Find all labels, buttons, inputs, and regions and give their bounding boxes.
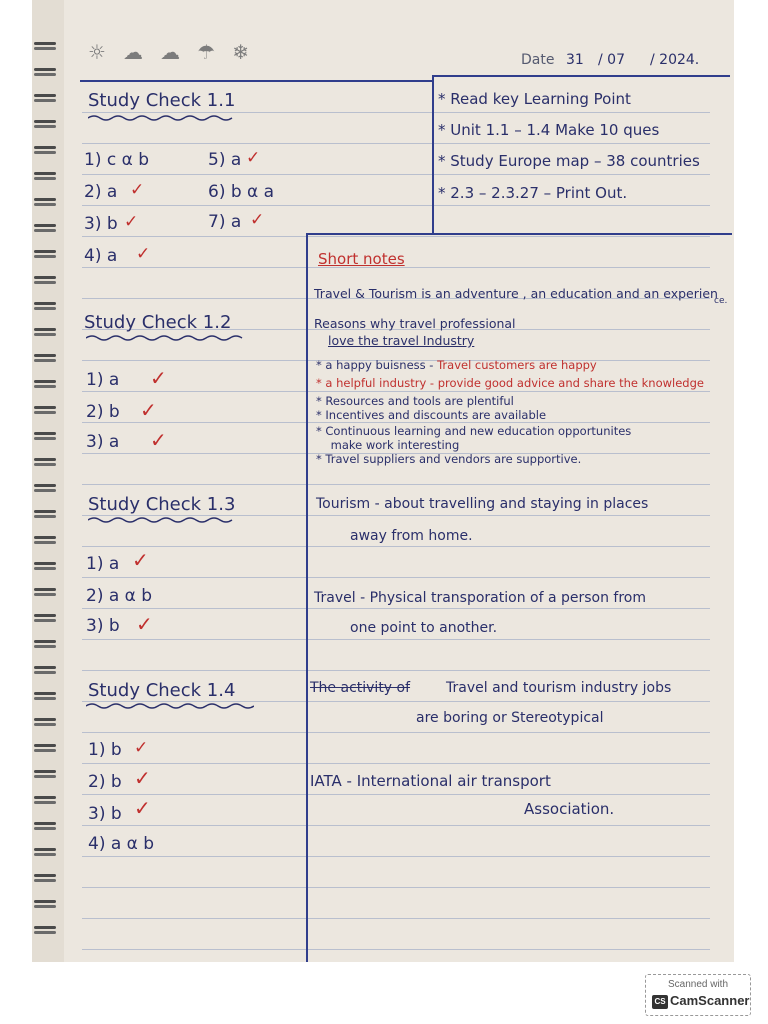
answer: 3) a bbox=[86, 432, 120, 452]
spiral-ring bbox=[34, 326, 56, 338]
task-item: * Study Europe map – 38 countries bbox=[438, 152, 700, 170]
answer: 2) a bbox=[84, 182, 118, 202]
ruled-line bbox=[82, 639, 710, 640]
study-check-heading: Study Check 1.3 bbox=[88, 494, 236, 515]
notes-bullet: * Resources and tools are plentiful bbox=[316, 394, 514, 408]
ruled-line bbox=[82, 670, 710, 671]
travel-definition: one point to another. bbox=[350, 620, 498, 636]
ruled-line bbox=[82, 484, 710, 485]
spiral-ring bbox=[34, 118, 56, 130]
spiral-binding bbox=[32, 0, 64, 962]
ruled-line bbox=[82, 825, 710, 826]
heading-underline bbox=[88, 114, 238, 122]
tick-icon: ✓ bbox=[134, 738, 149, 758]
ruled-line bbox=[82, 918, 710, 919]
spiral-ring bbox=[34, 534, 56, 546]
tick-icon: ✓ bbox=[136, 612, 153, 636]
notes-intro-tail: ce. bbox=[714, 296, 728, 306]
jobs-note: are boring or Stereotypical bbox=[416, 710, 604, 726]
tick-icon: ✓ bbox=[150, 366, 167, 390]
header-rule bbox=[80, 80, 432, 82]
spiral-ring bbox=[34, 560, 56, 572]
tourism-definition: Tourism - about travelling and staying in places bbox=[316, 496, 649, 512]
heading-underline bbox=[86, 702, 254, 710]
spiral-ring bbox=[34, 742, 56, 754]
spiral-ring bbox=[34, 92, 56, 104]
heading-underline bbox=[88, 516, 238, 524]
answer: 2) b bbox=[88, 772, 122, 792]
task-item: * 2.3 – 2.3.27 – Print Out. bbox=[438, 184, 628, 202]
ruled-line bbox=[82, 577, 710, 578]
sun-icon: ☼ bbox=[88, 40, 106, 64]
travel-definition: Travel - Physical transporation of a person from bbox=[314, 590, 647, 606]
reasons-line: Reasons why travel professional bbox=[314, 316, 516, 331]
spiral-ring bbox=[34, 924, 56, 936]
ruled-line bbox=[82, 887, 710, 888]
heading-underline bbox=[86, 334, 246, 342]
tasks-box-top bbox=[432, 75, 730, 77]
answer: 4) a bbox=[84, 246, 118, 266]
answer: 1) b bbox=[88, 740, 122, 760]
answer: 1) a bbox=[86, 554, 120, 574]
tasks-box-bottom bbox=[306, 233, 732, 235]
notes-bullet: * Incentives and discounts are available bbox=[316, 408, 547, 422]
date-month: / 07 bbox=[598, 52, 625, 68]
cloud-icon: ☁ bbox=[160, 40, 181, 64]
study-check-heading: Study Check 1.1 bbox=[88, 90, 236, 111]
task-item: * Read key Learning Point bbox=[438, 90, 631, 108]
notes-bullet: * Continuous learning and new education opportunites bbox=[316, 424, 632, 438]
tick-icon: ✓ bbox=[124, 212, 139, 232]
date-year: / 2024. bbox=[650, 52, 700, 68]
answer: 6) b α a bbox=[208, 182, 275, 202]
spiral-ring bbox=[34, 222, 56, 234]
partly-cloudy-icon: ☁ bbox=[123, 40, 144, 64]
date-day: 31 bbox=[566, 52, 584, 68]
spiral-ring bbox=[34, 664, 56, 676]
tick-icon: ✓ bbox=[134, 796, 151, 820]
ruled-line bbox=[82, 794, 710, 795]
study-check-heading: Study Check 1.4 bbox=[88, 680, 236, 701]
tick-icon: ✓ bbox=[140, 398, 157, 422]
reasons-line: love the travel Industry bbox=[328, 333, 475, 348]
notes-bullet: * Travel suppliers and vendors are supportive. bbox=[316, 452, 582, 466]
ruled-line bbox=[82, 608, 710, 609]
spiral-ring bbox=[34, 768, 56, 780]
tasks-box-left bbox=[432, 76, 434, 234]
tick-icon: ✓ bbox=[134, 766, 151, 790]
ruled-line bbox=[82, 546, 710, 547]
spiral-ring bbox=[34, 794, 56, 806]
spiral-ring bbox=[34, 872, 56, 884]
tick-icon: ✓ bbox=[246, 148, 261, 168]
jobs-note: Travel and tourism industry jobs bbox=[446, 680, 672, 696]
spiral-ring bbox=[34, 716, 56, 728]
umbrella-icon: ☂ bbox=[197, 40, 216, 64]
answer: 1) a bbox=[86, 370, 120, 390]
ruled-line bbox=[82, 112, 710, 113]
spiral-ring bbox=[34, 404, 56, 416]
spiral-ring bbox=[34, 638, 56, 650]
study-check-heading: Study Check 1.2 bbox=[84, 312, 232, 333]
spiral-ring bbox=[34, 820, 56, 832]
tick-icon: ✓ bbox=[150, 428, 167, 452]
answer: 4) a α b bbox=[88, 834, 155, 854]
tick-icon: ✓ bbox=[136, 244, 151, 264]
tick-icon: ✓ bbox=[130, 180, 145, 200]
margin-line bbox=[306, 234, 308, 962]
spiral-ring bbox=[34, 482, 56, 494]
notes-bullet: * a helpful industry - provide good advice and share the knowledge bbox=[316, 376, 704, 390]
tick-icon: ✓ bbox=[132, 548, 149, 572]
tick-icon: ✓ bbox=[250, 210, 265, 230]
answer: 3) b bbox=[86, 616, 120, 636]
ruled-line bbox=[82, 174, 710, 175]
spiral-ring bbox=[34, 248, 56, 260]
notes-intro: Travel & Tourism is an adventure , an education and an experien bbox=[314, 286, 718, 301]
notes-bullet: * a happy buisness - Travel customers are happy bbox=[316, 358, 597, 372]
spiral-ring bbox=[34, 196, 56, 208]
spiral-ring bbox=[34, 300, 56, 312]
spiral-ring bbox=[34, 508, 56, 520]
spiral-ring bbox=[34, 274, 56, 286]
answer: 2) b bbox=[86, 402, 120, 422]
ruled-line bbox=[82, 205, 710, 206]
spiral-ring bbox=[34, 898, 56, 910]
spiral-ring bbox=[34, 846, 56, 858]
answer: 7) a bbox=[208, 212, 242, 232]
spiral-ring bbox=[34, 586, 56, 598]
ruled-line bbox=[82, 763, 710, 764]
spiral-ring bbox=[34, 378, 56, 390]
ruled-line bbox=[82, 143, 710, 144]
answer: 3) b bbox=[88, 804, 122, 824]
answer: 1) c α b bbox=[84, 150, 150, 170]
snowflake-icon: ❄ bbox=[232, 40, 250, 64]
camscanner-logo-icon: CS bbox=[652, 995, 668, 1009]
spiral-ring bbox=[34, 40, 56, 52]
camscanner-watermark bbox=[645, 974, 751, 1016]
iata-definition: Association. bbox=[524, 800, 615, 818]
answer: 3) b bbox=[84, 214, 118, 234]
ruled-line bbox=[82, 422, 710, 423]
weather-icons bbox=[88, 40, 261, 64]
ruled-line bbox=[82, 949, 710, 950]
watermark-brand: CamScanner bbox=[670, 993, 750, 1008]
spiral-ring bbox=[34, 352, 56, 364]
spiral-ring bbox=[34, 690, 56, 702]
answer: 5) a bbox=[208, 150, 242, 170]
spiral-ring bbox=[34, 430, 56, 442]
tourism-definition: away from home. bbox=[350, 528, 473, 544]
ruled-line bbox=[82, 236, 710, 237]
ruled-line bbox=[82, 732, 710, 733]
iata-definition: IATA - International air transport bbox=[310, 772, 551, 790]
notes-bullet: make work interesting bbox=[316, 438, 460, 452]
spiral-ring bbox=[34, 144, 56, 156]
date-label: Date bbox=[521, 52, 555, 68]
spiral-ring bbox=[34, 66, 56, 78]
struck-text: The activity of bbox=[310, 680, 411, 696]
task-item: * Unit 1.1 – 1.4 Make 10 ques bbox=[438, 121, 660, 139]
answer: 2) a α b bbox=[86, 586, 153, 606]
spiral-ring bbox=[34, 612, 56, 624]
ruled-line bbox=[82, 856, 710, 857]
spiral-ring bbox=[34, 170, 56, 182]
short-notes-title: Short notes bbox=[318, 250, 405, 268]
ruled-line bbox=[82, 391, 710, 392]
spiral-ring bbox=[34, 456, 56, 468]
watermark-caption: Scanned with bbox=[667, 979, 729, 990]
notebook-page bbox=[32, 0, 734, 962]
